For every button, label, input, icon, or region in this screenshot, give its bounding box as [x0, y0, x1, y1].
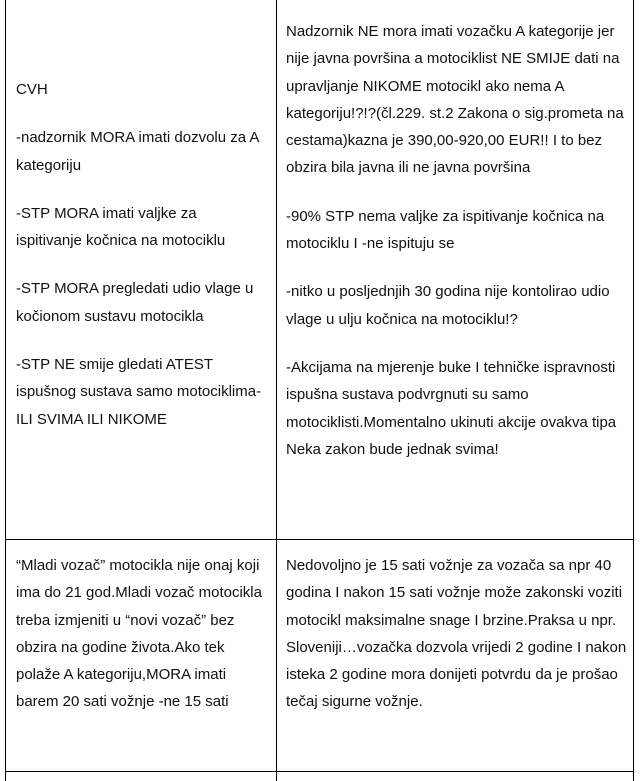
table-border-right — [633, 0, 634, 781]
comparison-table — [5, 0, 634, 781]
table-cell-row1-right — [286, 18, 629, 463]
row-divider — [5, 771, 634, 772]
cell-paragraph: Nedovoljno je 15 sati vožnje za vozača sa npr 40 godina I nakon 15 sati vožnje može zakonski voziti motocikl maksimalne snage I brzine.Praksa u npr. Sloveniji…vozačka dozvola vrijedi 2 godine I nakon isteka 2 godine mora donijeti potvrdu da je prošao tečaj sigurne vožnje. — [286, 557, 627, 711]
cell-paragraph: -STP NE smije gledati ATEST ispušnog sustava samo motociklima-ILI SVIMA ILI NIKOME — [16, 356, 262, 428]
table-cell-row2-right — [286, 552, 629, 716]
column-divider — [276, 0, 277, 781]
cell-paragraph: -90% STP nema valjke za ispitivanje kočnica na motociklu I -ne ispituju se — [286, 207, 605, 253]
cell-paragraph: -nadzornik MORA imati dozvolu za A kategoriju — [16, 129, 259, 174]
table-cell-row1-left — [16, 76, 266, 433]
cell-paragraph: -Akcijama na mjerenje buke I tehničke ispravnosti ispušna sustava podvrgnuti su samo motociklisti.Momentalno ukinuti akcije ovakva tipa Neka zakon bude jednak svima! — [286, 358, 617, 458]
cell-paragraph: -STP MORA pregledati udio vlage u kočionom sustavu motocikla — [16, 280, 254, 325]
table-border-left — [5, 0, 6, 781]
cell-paragraph: Nadzornik NE mora imati vozačku A kategorije jer nije javna površina a motociklist NE SMIJE dati na upravljanje NIKOME motocikl ako nema A kategoriju!?!?(čl.229. st.2 Zakona o sig.prometa na cestama)kazna je 390,00-920,00 EUR!! I to bez obzira bila javna ili ne javna površina — [286, 23, 624, 177]
cell-paragraph: -STP MORA imati valjke za ispitivanje kočnica na motociklu — [16, 204, 226, 250]
cell-paragraph: -nitko u posljednjih 30 godina nije kontolirao udio vlage u ulju kočnica na motociklu!? — [286, 283, 610, 328]
cell-paragraph: CVH — [16, 81, 48, 98]
row-divider — [5, 539, 634, 540]
table-cell-row2-left — [16, 552, 266, 716]
cell-paragraph: “Mladi vozač” motocikla nije onaj koji ima do 21 god.Mladi vozač motocikla treba izmjeniti u “novi vozač” bez obzira na godine života.Ako tek polaže A kategoriju,MORA imati barem 20 sati vožnje -ne 15 sati — [16, 557, 262, 711]
